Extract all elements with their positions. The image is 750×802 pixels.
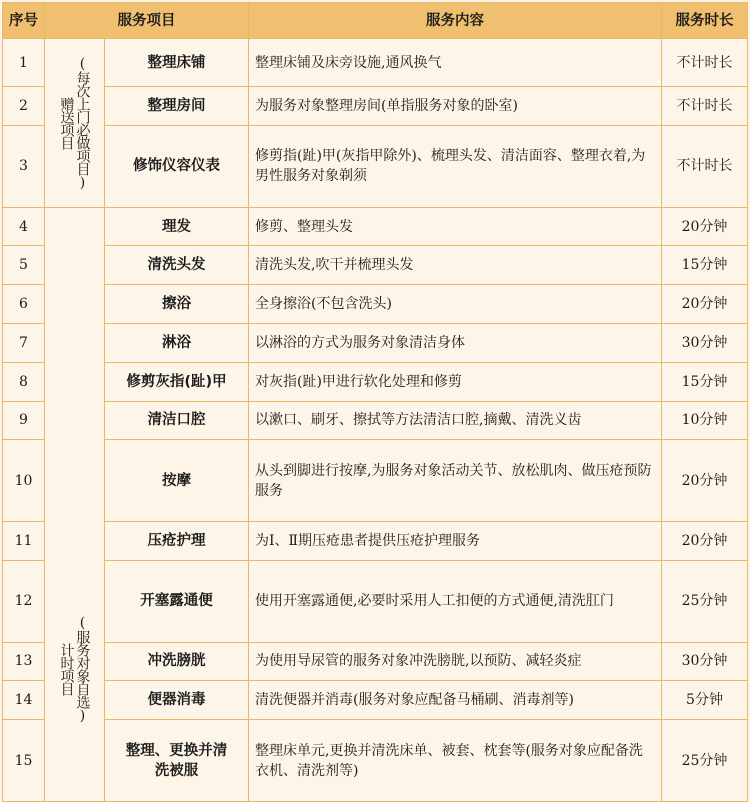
row-content: 为使用导尿管的服务对象冲洗膀胱,以预防、减轻炎症 (249, 642, 662, 681)
table-row (3, 720, 748, 802)
row-item: 按摩 (105, 440, 249, 522)
row-num: 3 (3, 125, 45, 207)
category-gift-note: (每次上门必做项目) (74, 55, 91, 190)
row-content: 以淋浴的方式为服务对象清洁身体 (249, 324, 662, 363)
table-row (3, 125, 748, 207)
row-duration: 10分钟 (662, 401, 748, 440)
row-item: 压疮护理 (105, 522, 249, 561)
row-num: 9 (3, 401, 45, 440)
row-content: 为服务对象整理房间(单指服务对象的卧室) (249, 87, 662, 126)
category-gift (45, 39, 105, 208)
row-item: 整理房间 (105, 87, 249, 126)
row-duration: 20分钟 (662, 285, 748, 324)
row-content: 修剪、整理头发 (249, 207, 662, 246)
row-content: 修剪指(趾)甲(灰指甲除外)、梳理头发、清洁面容、整理衣着,为男性服务对象剃须 (249, 125, 662, 207)
row-duration: 30分钟 (662, 642, 748, 681)
table-row (3, 401, 748, 440)
row-duration: 不计时长 (662, 125, 748, 207)
row-duration: 15分钟 (662, 362, 748, 401)
row-num: 1 (3, 39, 45, 87)
row-duration: 不计时长 (662, 87, 748, 126)
header-row (3, 3, 748, 39)
row-num: 4 (3, 207, 45, 246)
row-num: 6 (3, 285, 45, 324)
row-num: 11 (3, 522, 45, 561)
row-duration: 25分钟 (662, 560, 748, 642)
header-duration: 服务时长 (662, 3, 748, 39)
row-content: 全身擦浴(不包含洗头) (249, 285, 662, 324)
row-item: 整理床铺 (105, 39, 249, 87)
table-row (3, 560, 748, 642)
row-duration: 20分钟 (662, 440, 748, 522)
table-row (3, 246, 748, 285)
row-content: 以漱口、刷牙、擦拭等方法清洁口腔,摘戴、清洗义齿 (249, 401, 662, 440)
row-num: 2 (3, 87, 45, 126)
row-duration: 25分钟 (662, 720, 748, 802)
row-item: 修饰仪容仪表 (105, 125, 249, 207)
table-row (3, 642, 748, 681)
row-item: 理发 (105, 207, 249, 246)
row-item: 整理、更换并清洗被服 (105, 720, 249, 802)
table-row (3, 362, 748, 401)
row-duration: 20分钟 (662, 522, 748, 561)
row-duration: 不计时长 (662, 39, 748, 87)
service-table (2, 2, 748, 802)
table-row (3, 87, 748, 126)
row-num: 8 (3, 362, 45, 401)
row-num: 5 (3, 246, 45, 285)
row-num: 15 (3, 720, 45, 802)
table-row (3, 681, 748, 720)
row-duration: 5分钟 (662, 681, 748, 720)
row-num: 10 (3, 440, 45, 522)
table-row (3, 39, 748, 87)
table-row (3, 440, 748, 522)
category-timed-note: (服务对象自选) (74, 615, 91, 724)
header-item: 服务项目 (45, 3, 249, 39)
row-content: 整理床单元,更换并清洗床单、被套、枕套等(服务对象应配备洗衣机、清洗剂等) (249, 720, 662, 802)
row-content: 清洗便器并消毒(服务对象应配备马桶刷、消毒剂等) (249, 681, 662, 720)
row-duration: 15分钟 (662, 246, 748, 285)
row-duration: 30分钟 (662, 324, 748, 363)
row-duration: 20分钟 (662, 207, 748, 246)
row-item: 清洁口腔 (105, 401, 249, 440)
table-row (3, 207, 748, 246)
row-item: 清洗头发 (105, 246, 249, 285)
table-row (3, 522, 748, 561)
row-num: 7 (3, 324, 45, 363)
category-gift-label: 赠送项目 (58, 96, 75, 149)
table-row (3, 324, 748, 363)
row-num: 13 (3, 642, 45, 681)
header-num: 序号 (3, 3, 45, 39)
row-content: 对灰指(趾)甲进行软化处理和修剪 (249, 362, 662, 401)
row-num: 14 (3, 681, 45, 720)
header-content: 服务内容 (249, 3, 662, 39)
row-item: 便器消毒 (105, 681, 249, 720)
row-content: 为Ⅰ、Ⅱ期压疮患者提供压疮护理服务 (249, 522, 662, 561)
row-item: 擦浴 (105, 285, 249, 324)
category-timed (45, 207, 105, 801)
row-num: 12 (3, 560, 45, 642)
row-content: 清洗头发,吹干并梳理头发 (249, 246, 662, 285)
row-item: 淋浴 (105, 324, 249, 363)
row-item: 冲洗膀胱 (105, 642, 249, 681)
row-item: 修剪灰指(趾)甲 (105, 362, 249, 401)
table-row (3, 285, 748, 324)
row-content: 整理床铺及床旁设施,通风换气 (249, 39, 662, 87)
category-timed-label: 计时项目 (58, 643, 75, 696)
row-item: 开塞露通便 (105, 560, 249, 642)
row-content: 从头到脚进行按摩,为服务对象活动关节、放松肌肉、做压疮预防服务 (249, 440, 662, 522)
row-content: 使用开塞露通便,必要时采用人工扣便的方式通便,清洗肛门 (249, 560, 662, 642)
